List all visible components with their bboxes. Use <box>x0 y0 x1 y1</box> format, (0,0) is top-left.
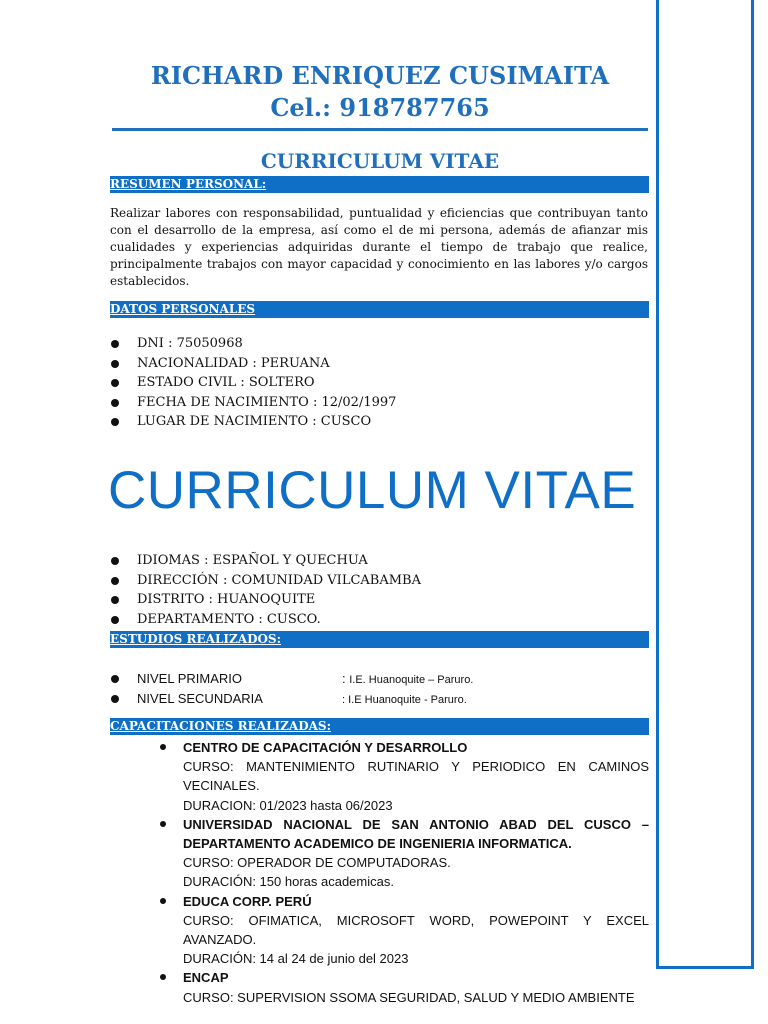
personal-data-list <box>110 334 650 432</box>
header-divider <box>112 128 648 131</box>
list-item: ESTADO CIVIL : SOLTERO <box>110 373 650 393</box>
study-level: NIVEL PRIMARIO <box>137 671 242 686</box>
training-institution: UNIVERSIDAD NACIONAL DE SAN ANTONIO ABAD DEL CUSCO – DEPARTAMENTO ACADEMICO DE INGENIERIA INFORMATICA. <box>183 816 649 852</box>
study-institution: I.E Huanoquite - Paruro. <box>348 693 467 706</box>
training-institution: EDUCA CORP. PERÚ <box>183 893 312 909</box>
training-course: CURSO: MANTENIMIENTO RUTINARIO Y PERIODICO EN CAMINOS VECINALES. <box>183 759 649 794</box>
training-item <box>160 815 649 892</box>
study-item <box>110 669 650 689</box>
list-item: DISTRITO : HUANOQUITE <box>110 590 650 610</box>
section-header-training: CAPACITACIONES REALIZADAS: <box>110 718 649 735</box>
training-duration: DURACIÓN: 14 al 24 de junio del 2023 <box>183 951 409 967</box>
study-separator: : <box>342 671 350 686</box>
training-item <box>160 892 649 969</box>
page-border <box>656 0 754 969</box>
candidate-name: RICHARD ENRIQUEZ CUSIMAITA <box>150 61 610 90</box>
list-item: IDIOMAS : ESPAÑOL Y QUECHUA <box>110 551 650 571</box>
study-institution: I.E. Huanoquite – Paruro. <box>349 674 474 686</box>
training-course: CURSO: SUPERVISION SSOMA SEGURIDAD, SALUD Y MEDIO AMBIENTE <box>183 989 635 1005</box>
candidate-phone: Cel.: 918787765 <box>270 93 490 122</box>
training-duration: DURACION: 01/2023 hasta 06/2023 <box>183 797 393 813</box>
studies-list <box>110 669 650 708</box>
study-level: NIVEL SECUNDARIA <box>137 690 263 706</box>
study-item <box>110 689 650 709</box>
section-header-summary: RESUMEN PERSONAL: <box>110 176 649 193</box>
training-institution: CENTRO DE CAPACITACIÓN Y DESARROLLO <box>183 740 468 755</box>
training-course: CURSO: OFIMATICA, MICROSOFT WORD, POWEPOINT Y EXCEL AVANZADO. <box>183 912 649 948</box>
training-list <box>160 738 649 1007</box>
training-duration: DURACIÓN: 150 horas academicas. <box>183 874 394 890</box>
summary-text: Realizar labores con responsabilidad, puntualidad y eficiencias que contribuyan tanto con el desarrollo de la empresa, así como el de mi persona, además de afianzar mis cualidades y experiencias adquiridas durante el tiempo de trabajo que realice, principalmente trabajos con mayor capacidad y conocimiento en las labores y/o cargos establecidos. <box>110 206 648 288</box>
list-item: NACIONALIDAD : PERUANA <box>110 354 650 374</box>
list-item: LUGAR DE NACIMIENTO : CUSCO <box>110 412 650 432</box>
list-item: DIRECCIÓN : COMUNIDAD VILCABAMBA <box>110 571 650 591</box>
list-item: DEPARTAMENTO : CUSCO. <box>110 610 650 630</box>
personal-data-list-continued <box>110 551 650 629</box>
section-header-personal: DATOS PERSONALES <box>110 301 649 318</box>
list-item: DNI : 75050968 <box>110 334 650 354</box>
section-header-studies: ESTUDIOS REALIZADOS: <box>110 631 649 648</box>
document-title: CURRICULUM VITAE <box>260 149 500 173</box>
study-separator: : <box>342 693 349 706</box>
training-item <box>160 968 649 1006</box>
training-course: CURSO: OPERADOR DE COMPUTADORAS. <box>183 855 451 871</box>
large-title: CURRICULUM VITAE <box>108 461 637 520</box>
list-item: FECHA DE NACIMIENTO : 12/02/1997 <box>110 393 650 413</box>
training-item <box>160 738 649 815</box>
training-institution: ENCAP <box>183 970 229 986</box>
